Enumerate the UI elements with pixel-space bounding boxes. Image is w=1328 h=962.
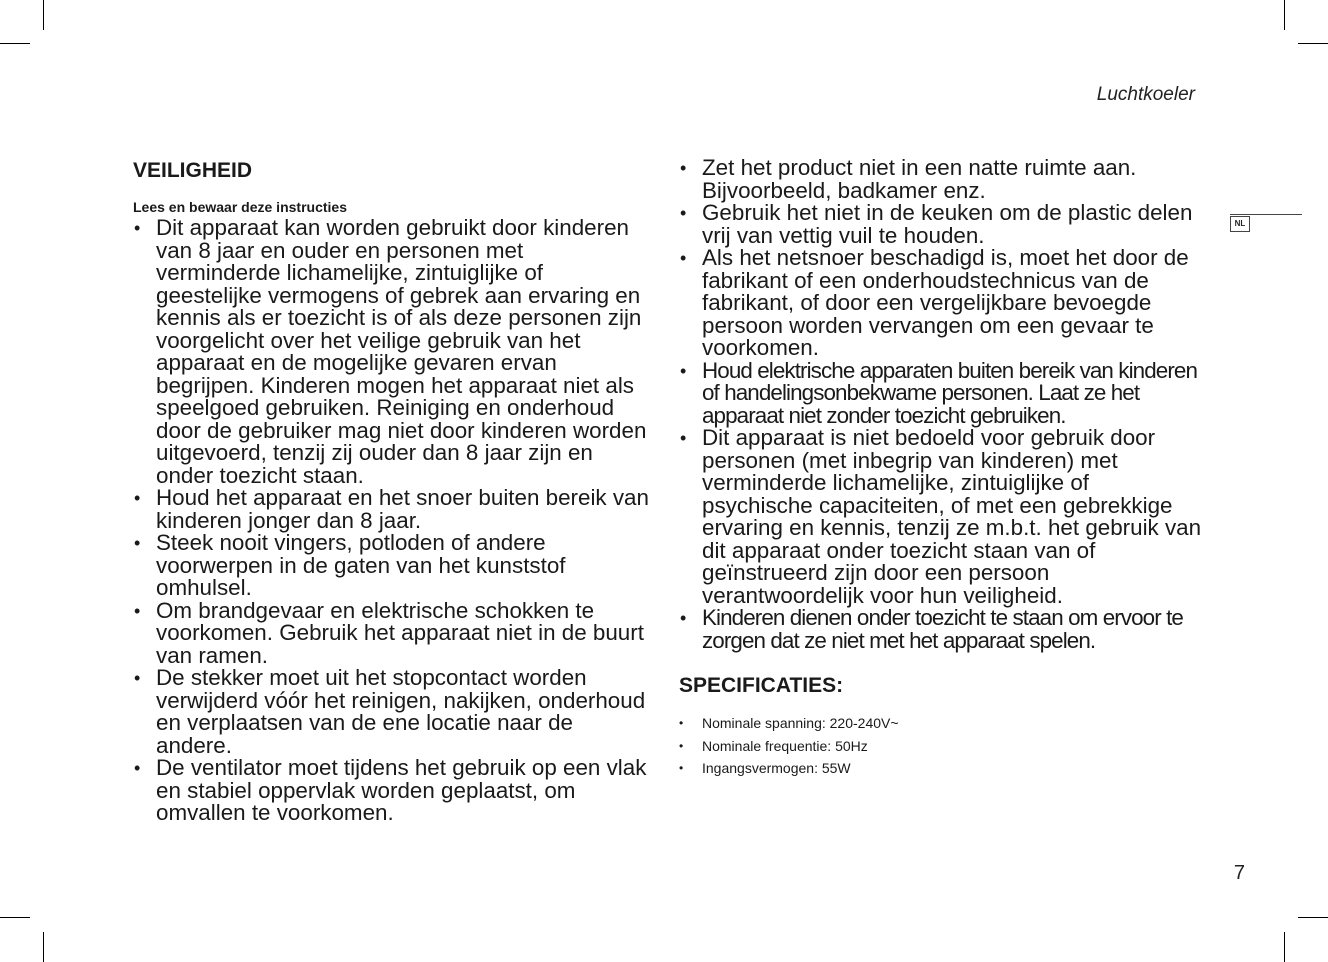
left-column bbox=[133, 157, 653, 825]
crop-mark bbox=[0, 43, 30, 44]
right-column bbox=[679, 157, 1204, 780]
crop-mark bbox=[1298, 917, 1328, 918]
safety-title: VEILIGHEID bbox=[133, 159, 253, 182]
safety-list-left bbox=[133, 217, 653, 825]
safety-list-right bbox=[679, 157, 1204, 652]
safety-item: • Steek nooit vingers, potloden of andere voorwerpen in de gaten van het kunststof omhulsel. bbox=[133, 532, 653, 600]
safety-item: • Houd elektrische apparaten buiten bereik van kinderen of handelingsonbekwame personen. Laat ze het apparaat niet zonder toezicht gebruiken. bbox=[679, 360, 1204, 428]
safety-item: • Gebruik het niet in de keuken om de plastic delen vrij van vettig vuil te houden. bbox=[679, 202, 1204, 247]
crop-mark bbox=[1284, 0, 1285, 30]
spec-item: • Nominale frequentie: 50Hz bbox=[679, 735, 1204, 758]
safety-subtitle: Lees en bewaar deze instructies bbox=[133, 199, 347, 215]
spec-item: • Ingangsvermogen: 55W bbox=[679, 757, 1204, 780]
language-tab-rule bbox=[1230, 214, 1302, 215]
safety-item: • Dit apparaat kan worden gebruikt door kinderen van 8 jaar en ouder en personen met verminderde lichamelijke, zintuiglijke of geestelijke vermogens of gebrek aan ervaring en kennis als er toezicht is of als deze personen zijn voorgelicht over het veilige gebruik van het apparaat en de mogelijke gevaren ervan begrijpen. Kinderen mogen het apparaat niet als speelgoed gebruiken. Reiniging en onderhoud door de gebruiker mag niet door kinderen worden uitgevoerd, tenzij zij ouder dan 8 jaar zijn en onder toezicht staan. bbox=[133, 217, 653, 487]
safety-item: • Om brandgevaar en elektrische schokken te voorkomen. Gebruik het apparaat niet in de buurt van ramen. bbox=[133, 600, 653, 668]
safety-item: • De ventilator moet tijdens het gebruik op een vlak en stabiel oppervlak worden geplaatst, om omvallen te voorkomen. bbox=[133, 757, 653, 825]
safety-item: • Zet het product niet in een natte ruimte aan. Bijvoorbeeld, badkamer enz. bbox=[679, 157, 1204, 202]
safety-item: • De stekker moet uit het stopcontact worden verwijderd vóór het reinigen, nakijken, onderhoud en verplaatsen van de ene locatie naar de andere. bbox=[133, 667, 653, 757]
specifications-title: SPECIFICATIES: bbox=[679, 674, 844, 697]
language-tab: NL bbox=[1230, 216, 1250, 232]
crop-mark bbox=[43, 932, 44, 962]
crop-mark bbox=[43, 0, 44, 30]
crop-mark bbox=[0, 917, 30, 918]
crop-mark bbox=[1284, 932, 1285, 962]
safety-item: • Als het netsnoer beschadigd is, moet het door de fabrikant of een onderhoudstechnicus van de fabrikant, of door een vergelijkbare bevoegde persoon worden vervangen om een gevaar te voorkomen. bbox=[679, 247, 1204, 360]
page-number: 7 bbox=[1233, 862, 1245, 884]
spec-item: • Nominale spanning: 220-240V~ bbox=[679, 712, 1204, 735]
safety-item: • Houd het apparaat en het snoer buiten bereik van kinderen jonger dan 8 jaar. bbox=[133, 487, 653, 532]
specifications-list bbox=[679, 712, 1204, 780]
crop-mark bbox=[1298, 43, 1328, 44]
safety-item: • Dit apparaat is niet bedoeld voor gebruik door personen (met inbegrip van kinderen) met verminderde lichamelijke, zintuiglijke of psychische capaciteiten, of met een gebrekkige ervaring en kennis, tenzij ze m.b.t. het gebruik van dit apparaat onder toezicht staan van of geïnstrueerd zijn door een persoon verantwoordelijk voor hun veiligheid. bbox=[679, 427, 1204, 607]
running-title: Luchtkoeler bbox=[1096, 84, 1195, 105]
safety-item: • Kinderen dienen onder toezicht te staan om ervoor te zorgen dat ze niet met het apparaat spelen. bbox=[679, 607, 1204, 652]
